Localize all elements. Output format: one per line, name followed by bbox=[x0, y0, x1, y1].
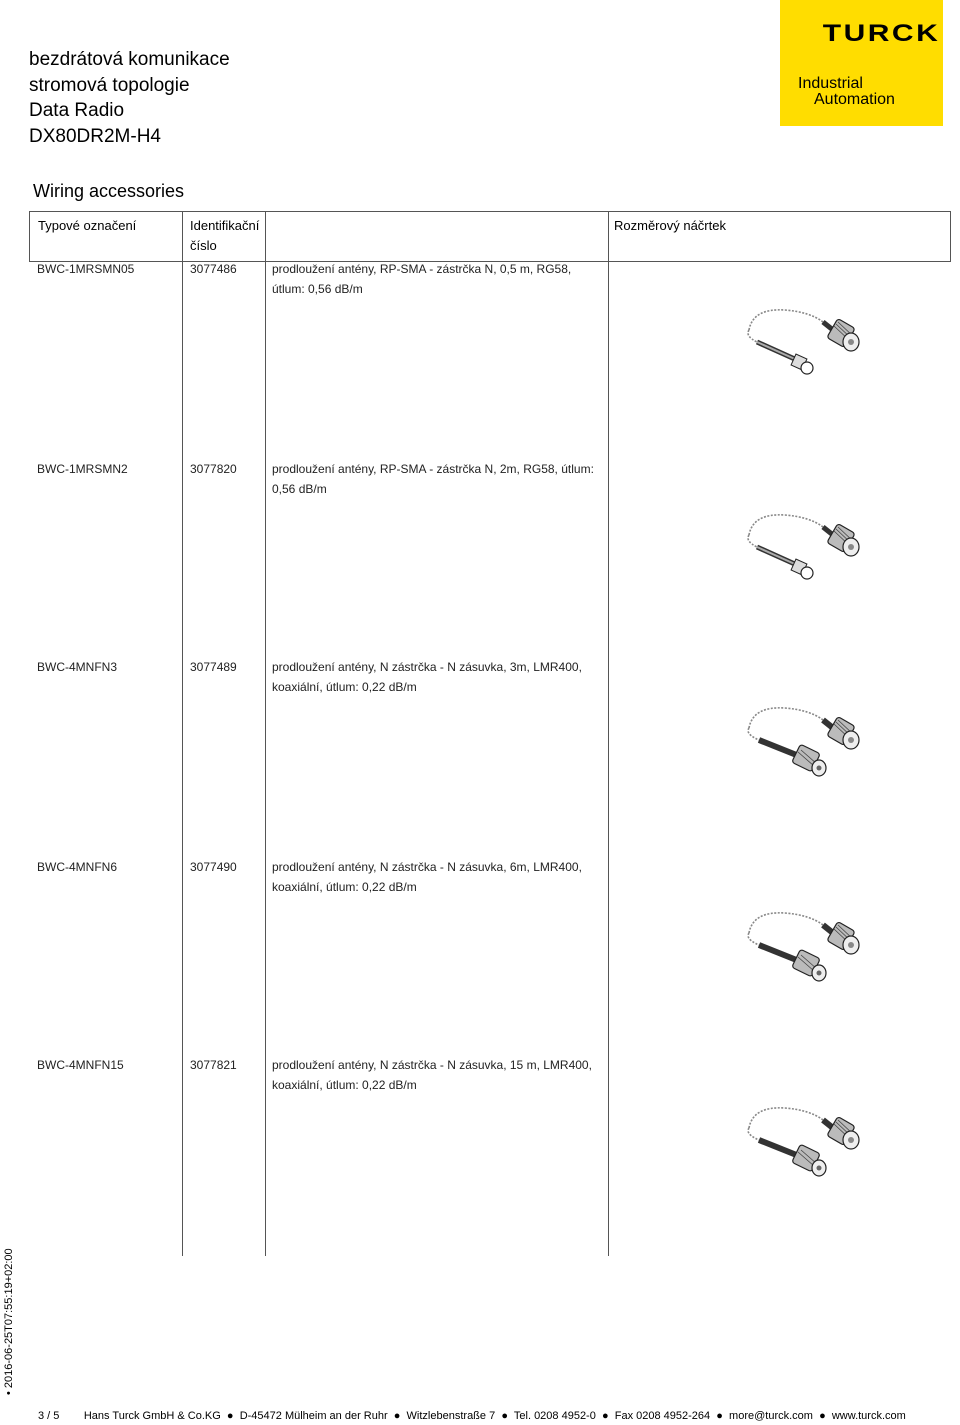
row-desc-line2: koaxiální, útlum: 0,22 dB/m bbox=[272, 880, 417, 894]
bullet-icon: ● bbox=[713, 1410, 726, 1422]
row-desc-line1: prodloužení antény, N zástrčka - N zásuvka, 6m, LMR400, bbox=[272, 860, 582, 874]
bullet-icon: ● bbox=[390, 1410, 404, 1422]
header-ident-line1: Identifikační bbox=[190, 218, 260, 233]
row-id: 3077821 bbox=[190, 1058, 237, 1072]
footer-street: Witzlebenstraße 7 bbox=[406, 1410, 496, 1422]
row-desc bbox=[272, 459, 594, 499]
cable-n-n-icon bbox=[735, 905, 870, 995]
row-type: BWC-4MNFN15 bbox=[37, 1058, 124, 1072]
header-product-family: Data Radio bbox=[29, 100, 125, 121]
document-header bbox=[29, 47, 230, 149]
logo-wordmark: TURCK bbox=[822, 20, 941, 47]
row-desc bbox=[272, 657, 582, 697]
section-title: Wiring accessories bbox=[33, 181, 185, 201]
row-desc-line1: prodloužení antény, RP-SMA - zástrčka N, 2m, RG58, útlum: bbox=[272, 462, 594, 476]
row-desc-line2: útlum: 0,56 dB/m bbox=[272, 282, 363, 296]
row-id: 3077486 bbox=[190, 262, 237, 276]
bullet-icon: ● bbox=[598, 1410, 612, 1422]
row-desc-line1: prodloužení antény, N zástrčka - N zásuvka, 15 m, LMR400, bbox=[272, 1058, 592, 1072]
cable-n-n-icon bbox=[735, 1100, 870, 1190]
row-desc bbox=[272, 259, 571, 299]
row-id: 3077490 bbox=[190, 860, 237, 874]
bullet-icon: ● bbox=[816, 1410, 829, 1422]
row-type: BWC-4MNFN3 bbox=[37, 660, 117, 674]
footer-company: Hans Turck GmbH & Co.KG bbox=[83, 1410, 221, 1422]
column-divider bbox=[265, 211, 266, 1256]
row-desc-line1: prodloužení antény, N zástrčka - N zásuvka, 3m, LMR400, bbox=[272, 660, 582, 674]
row-id: 3077820 bbox=[190, 462, 237, 476]
row-desc-line2: koaxiální, útlum: 0,22 dB/m bbox=[272, 1078, 417, 1092]
header-ident bbox=[190, 216, 259, 256]
row-type: BWC-1MRSMN2 bbox=[37, 462, 128, 476]
turck-logo bbox=[780, 0, 943, 126]
header-product-code: DX80DR2M-H4 bbox=[29, 125, 161, 147]
cable-n-n-icon bbox=[735, 700, 870, 790]
header-type: Typové označení bbox=[38, 218, 137, 233]
footer-page-number: 3 / 5 bbox=[38, 1410, 60, 1422]
row-desc-line2: koaxiální, útlum: 0,22 dB/m bbox=[272, 680, 417, 694]
footer-email[interactable]: more@turck.com bbox=[729, 1410, 813, 1422]
column-divider bbox=[182, 211, 183, 1256]
bullet-icon: ● bbox=[223, 1410, 237, 1422]
footer-address: D-45472 Mülheim an der Ruhr bbox=[239, 1410, 388, 1422]
row-desc-line1: prodloužení antény, RP-SMA - zástrčka N, 0,5 m, RG58, bbox=[272, 262, 572, 276]
footer bbox=[38, 1410, 906, 1422]
header-drawing: Rozměrový náčrtek bbox=[614, 218, 726, 233]
row-desc bbox=[272, 857, 582, 897]
logo-tagline-2: Automation bbox=[814, 91, 895, 108]
row-id: 3077489 bbox=[190, 660, 237, 674]
header-ident-line2: číslo bbox=[190, 238, 217, 253]
footer-website[interactable]: www.turck.com bbox=[831, 1410, 906, 1422]
column-divider bbox=[608, 211, 609, 1256]
row-desc bbox=[272, 1055, 592, 1095]
cable-rpsma-n-icon bbox=[735, 300, 870, 390]
table-header-box bbox=[29, 211, 951, 262]
header-category: bezdrátová komunikace bbox=[29, 49, 230, 70]
row-desc-line2: 0,56 dB/m bbox=[272, 482, 327, 496]
bullet-icon: ● bbox=[498, 1410, 512, 1422]
row-type: BWC-1MRSMN05 bbox=[37, 262, 135, 276]
footer-fax: Fax 0208 4952-264 bbox=[614, 1410, 711, 1422]
header-topology: stromová topologie bbox=[29, 74, 190, 96]
row-type: BWC-4MNFN6 bbox=[37, 860, 117, 874]
footer-phone: Tel. 0208 4952-0 bbox=[513, 1410, 596, 1422]
generated-timestamp: • 2016-06-25T07:55:19+02:00 bbox=[3, 1248, 15, 1395]
cable-rpsma-n-icon bbox=[735, 505, 870, 595]
logo-tagline-1: Industrial bbox=[798, 75, 863, 92]
